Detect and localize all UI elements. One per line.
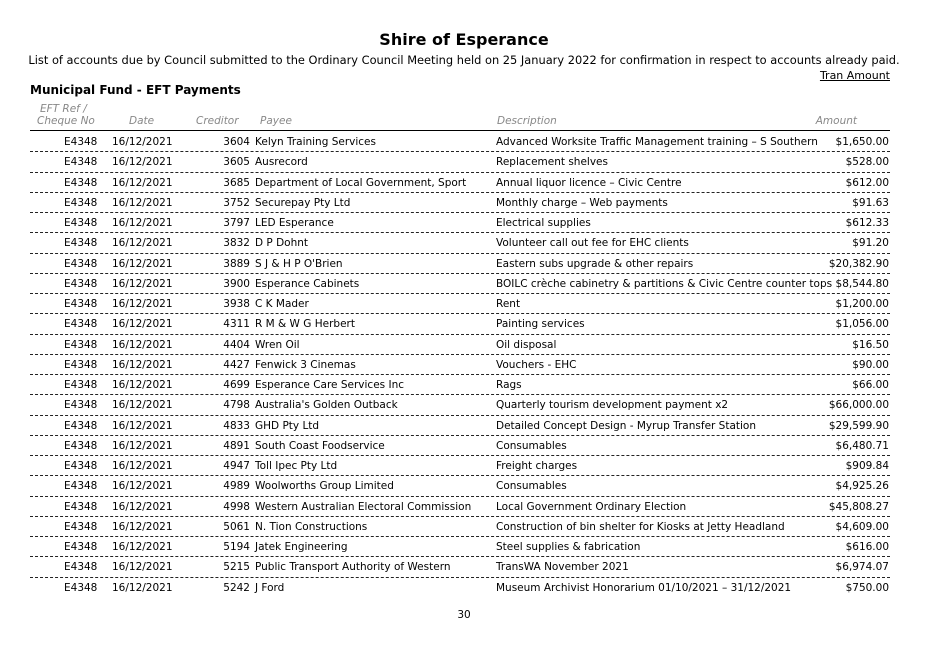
cell-creditor: 3797 bbox=[223, 217, 250, 229]
cell-eft-ref: E4348 bbox=[64, 561, 98, 574]
cell-eft-ref: E4348 bbox=[64, 480, 98, 493]
table-row bbox=[30, 456, 890, 476]
table-row bbox=[30, 193, 890, 213]
cell-description: Oil disposal bbox=[496, 338, 557, 351]
cell-payee: GHD Pty Ltd bbox=[255, 419, 320, 432]
cell-amount: $66,000.00 bbox=[828, 399, 889, 412]
cell-payee: LED Esperance bbox=[255, 217, 334, 229]
cell-eft-ref: E4348 bbox=[64, 176, 98, 189]
column-header-creditor: Creditor bbox=[196, 115, 239, 127]
cell-creditor: 4998 bbox=[223, 500, 250, 513]
table-row bbox=[30, 355, 890, 375]
cell-eft-ref: E4348 bbox=[64, 156, 98, 169]
column-header-cheque-no: Cheque No bbox=[37, 115, 95, 127]
cell-amount: $612.33 bbox=[845, 217, 889, 229]
cell-description: Local Government Ordinary Election bbox=[496, 500, 687, 513]
cell-description: Freight charges bbox=[496, 460, 578, 472]
cell-payee: Public Transport Authority of Western bbox=[255, 561, 451, 574]
cell-description: TransWA November 2021 bbox=[496, 561, 629, 574]
table-row bbox=[30, 517, 890, 537]
table-row bbox=[30, 395, 890, 415]
cell-description: Rent bbox=[496, 298, 521, 310]
cell-payee: C K Mader bbox=[255, 298, 309, 310]
tran-amount-label: Tran Amount bbox=[819, 69, 890, 82]
cell-amount: $91.63 bbox=[852, 196, 889, 209]
column-header-amount: Amount bbox=[815, 115, 857, 127]
cell-creditor: 3900 bbox=[223, 277, 250, 290]
cell-date: 16/12/2021 bbox=[112, 136, 173, 148]
cell-payee: Securepay Pty Ltd bbox=[255, 196, 351, 209]
cell-payee: Toll Ipec Pty Ltd bbox=[255, 460, 338, 472]
table-row bbox=[30, 537, 890, 557]
cell-amount: $6,480.71 bbox=[835, 439, 889, 452]
table-row bbox=[30, 476, 890, 496]
cell-eft-ref: E4348 bbox=[64, 298, 98, 310]
cell-description: Volunteer call out fee for EHC clients bbox=[496, 237, 689, 250]
table-row bbox=[30, 375, 890, 395]
cell-creditor: 4833 bbox=[223, 419, 250, 432]
cell-amount: $909.84 bbox=[845, 460, 889, 472]
cell-amount: $4,925.26 bbox=[835, 480, 889, 493]
cell-date: 16/12/2021 bbox=[112, 358, 173, 371]
table-row bbox=[30, 152, 890, 172]
cell-date: 16/12/2021 bbox=[112, 176, 173, 189]
cell-creditor: 5194 bbox=[223, 541, 250, 553]
table-row bbox=[30, 335, 890, 355]
cell-date: 16/12/2021 bbox=[112, 318, 173, 331]
cell-amount: $20,382.90 bbox=[828, 257, 889, 270]
table-row bbox=[30, 497, 890, 517]
cell-payee: Ausrecord bbox=[255, 156, 308, 169]
table-row bbox=[30, 274, 890, 294]
cell-eft-ref: E4348 bbox=[64, 500, 98, 513]
cell-date: 16/12/2021 bbox=[112, 298, 173, 310]
cell-eft-ref: E4348 bbox=[64, 338, 98, 351]
cell-amount: $91.20 bbox=[852, 237, 889, 250]
cell-payee: S J & H P O'Brien bbox=[255, 257, 343, 270]
cell-description: Quarterly tourism development payment x2 bbox=[496, 399, 729, 412]
cell-creditor: 4311 bbox=[223, 318, 250, 331]
cell-date: 16/12/2021 bbox=[112, 480, 173, 493]
cell-creditor: 4891 bbox=[223, 439, 250, 452]
cell-amount: $16.50 bbox=[852, 338, 889, 351]
cell-description: Rags bbox=[496, 379, 522, 391]
cell-eft-ref: E4348 bbox=[64, 379, 98, 391]
cell-payee: Western Australian Electoral Commission bbox=[255, 500, 472, 513]
table-row bbox=[30, 173, 890, 193]
cell-creditor: 4989 bbox=[223, 480, 250, 493]
cell-description: Consumables bbox=[496, 439, 567, 452]
cell-eft-ref: E4348 bbox=[64, 419, 98, 432]
cell-amount: $6,974.07 bbox=[835, 561, 889, 574]
cell-payee: Esperance Cabinets bbox=[255, 277, 360, 290]
cell-creditor: 5215 bbox=[223, 561, 250, 574]
cell-description: Construction of bin shelter for Kiosks at Jetty Headland bbox=[496, 520, 785, 533]
cell-creditor: 4947 bbox=[223, 460, 250, 472]
cell-payee: South Coast Foodservice bbox=[255, 439, 385, 452]
cell-description: Electrical supplies bbox=[496, 217, 591, 229]
cell-date: 16/12/2021 bbox=[112, 541, 173, 553]
cell-payee: Australia's Golden Outback bbox=[255, 399, 398, 412]
cell-creditor: 3752 bbox=[223, 196, 250, 209]
cell-date: 16/12/2021 bbox=[112, 257, 173, 270]
cell-creditor: 4798 bbox=[223, 399, 250, 412]
cell-eft-ref: E4348 bbox=[64, 196, 98, 209]
cell-creditor: 3889 bbox=[223, 257, 250, 270]
cell-description: Monthly charge – Web payments bbox=[496, 196, 668, 209]
cell-payee: R M & W G Herbert bbox=[255, 318, 355, 331]
cell-creditor: 3832 bbox=[223, 237, 250, 250]
table-row bbox=[30, 416, 890, 436]
cell-description: Museum Archivist Honorarium 01/10/2021 – 31/12/2021 bbox=[496, 581, 792, 594]
page-number: 30 bbox=[457, 609, 471, 621]
cell-date: 16/12/2021 bbox=[112, 379, 173, 391]
cell-creditor: 5061 bbox=[223, 520, 250, 533]
cell-creditor: 3605 bbox=[223, 156, 250, 169]
document-subtitle: List of accounts due by Council submitted to the Ordinary Council Meeting held on 25 January 2022 for confirmation in respect to accounts already paid. bbox=[28, 53, 900, 67]
cell-eft-ref: E4348 bbox=[64, 541, 98, 553]
cell-date: 16/12/2021 bbox=[112, 196, 173, 209]
cell-payee: Department of Local Government, Sport bbox=[255, 176, 467, 189]
cell-payee: J Ford bbox=[255, 581, 285, 594]
cell-amount: $612.00 bbox=[845, 176, 889, 189]
cell-creditor: 3685 bbox=[223, 176, 250, 189]
cell-amount: $1,650.00 bbox=[835, 136, 889, 148]
cell-description: Consumables bbox=[496, 480, 567, 493]
cell-description: BOILC crèche cabinetry & partitions & Civic Centre counter tops bbox=[496, 277, 833, 290]
document-title: Shire of Esperance bbox=[379, 30, 549, 49]
cell-amount: $750.00 bbox=[845, 581, 889, 594]
cell-date: 16/12/2021 bbox=[112, 460, 173, 472]
cell-payee: D P Dohnt bbox=[255, 237, 309, 250]
table-row bbox=[30, 213, 890, 233]
cell-description: Replacement shelves bbox=[496, 156, 608, 169]
cell-amount: $90.00 bbox=[852, 358, 889, 371]
cell-date: 16/12/2021 bbox=[112, 217, 173, 229]
cell-description: Annual liquor licence – Civic Centre bbox=[496, 176, 682, 189]
cell-creditor: 3604 bbox=[223, 136, 250, 148]
cell-eft-ref: E4348 bbox=[64, 399, 98, 412]
cell-eft-ref: E4348 bbox=[64, 358, 98, 371]
cell-date: 16/12/2021 bbox=[112, 277, 173, 290]
cell-amount: $66.00 bbox=[852, 379, 889, 391]
table-row bbox=[30, 254, 890, 274]
table-row bbox=[30, 557, 890, 577]
cell-payee: Fenwick 3 Cinemas bbox=[255, 358, 356, 371]
cell-eft-ref: E4348 bbox=[64, 257, 98, 270]
header-divider bbox=[30, 130, 890, 131]
cell-description: Steel supplies & fabrication bbox=[496, 541, 641, 553]
cell-date: 16/12/2021 bbox=[112, 520, 173, 533]
cell-creditor: 4427 bbox=[223, 358, 250, 371]
cell-description: Detailed Concept Design - Myrup Transfer Station bbox=[496, 419, 757, 432]
cell-eft-ref: E4348 bbox=[64, 318, 98, 331]
cell-eft-ref: E4348 bbox=[64, 136, 98, 148]
table-row bbox=[30, 233, 890, 253]
cell-payee: Kelyn Training Services bbox=[255, 136, 376, 148]
cell-date: 16/12/2021 bbox=[112, 237, 173, 250]
cell-eft-ref: E4348 bbox=[64, 217, 98, 229]
table-row bbox=[30, 132, 890, 152]
cell-amount: $29,599.90 bbox=[828, 419, 889, 432]
cell-amount: $8,544.80 bbox=[835, 277, 889, 290]
cell-payee: Wren Oil bbox=[255, 338, 300, 351]
cell-payee: Woolworths Group Limited bbox=[255, 480, 394, 493]
cell-payee: N. Tion Constructions bbox=[255, 520, 368, 533]
cell-eft-ref: E4348 bbox=[64, 277, 98, 290]
cell-date: 16/12/2021 bbox=[112, 399, 173, 412]
cell-eft-ref: E4348 bbox=[64, 460, 98, 472]
column-header-description: Description bbox=[497, 115, 557, 127]
cell-payee: Jatek Engineering bbox=[255, 541, 348, 553]
cell-amount: $528.00 bbox=[845, 156, 889, 169]
cell-description: Eastern subs upgrade & other repairs bbox=[496, 257, 694, 270]
cell-description: Vouchers - EHC bbox=[496, 358, 577, 371]
cell-date: 16/12/2021 bbox=[112, 561, 173, 574]
cell-amount: $4,609.00 bbox=[835, 520, 889, 533]
table-row bbox=[30, 578, 890, 597]
cell-payee: Esperance Care Services Inc bbox=[255, 379, 404, 391]
cell-date: 16/12/2021 bbox=[112, 439, 173, 452]
cell-date: 16/12/2021 bbox=[112, 156, 173, 169]
table-row bbox=[30, 436, 890, 456]
column-header-date: Date bbox=[129, 115, 155, 127]
cell-date: 16/12/2021 bbox=[112, 500, 173, 513]
cell-date: 16/12/2021 bbox=[112, 581, 173, 594]
cell-eft-ref: E4348 bbox=[64, 581, 98, 594]
cell-amount: $45,808.27 bbox=[828, 500, 889, 513]
cell-amount: $1,056.00 bbox=[835, 318, 889, 331]
cell-eft-ref: E4348 bbox=[64, 439, 98, 452]
column-headers bbox=[0, 100, 928, 128]
cell-creditor: 5242 bbox=[223, 581, 250, 594]
cell-date: 16/12/2021 bbox=[112, 419, 173, 432]
cell-date: 16/12/2021 bbox=[112, 338, 173, 351]
cell-description: Painting services bbox=[496, 318, 585, 331]
cell-eft-ref: E4348 bbox=[64, 237, 98, 250]
column-header-eft-ref: EFT Ref / bbox=[40, 103, 87, 115]
section-heading: Municipal Fund - EFT Payments bbox=[30, 83, 241, 97]
cell-creditor: 3938 bbox=[223, 298, 250, 310]
column-header-payee: Payee bbox=[260, 115, 292, 127]
table-row bbox=[30, 314, 890, 334]
cell-creditor: 4404 bbox=[223, 338, 250, 351]
cell-description: Advanced Worksite Traffic Management training – S Southern bbox=[496, 136, 818, 148]
cell-eft-ref: E4348 bbox=[64, 520, 98, 533]
payments-table bbox=[30, 132, 890, 597]
cell-amount: $1,200.00 bbox=[835, 298, 889, 310]
table-row bbox=[30, 294, 890, 314]
cell-creditor: 4699 bbox=[223, 379, 250, 391]
cell-amount: $616.00 bbox=[845, 541, 889, 553]
